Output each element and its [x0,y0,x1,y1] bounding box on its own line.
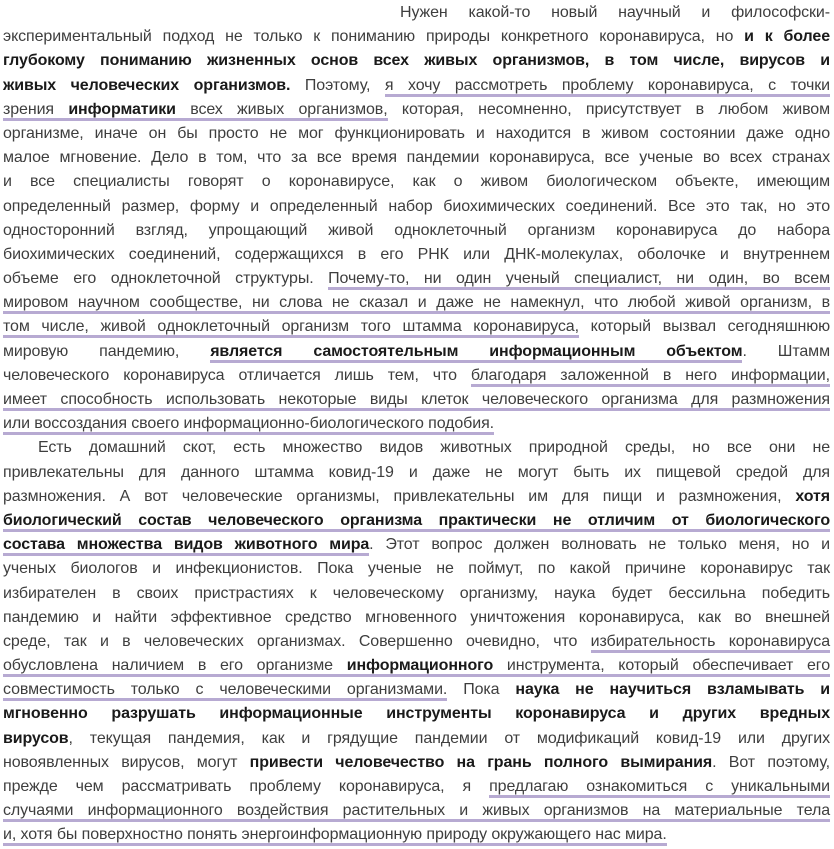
text-segment: Нужен какой-то новый научный и философски- [400,4,830,21]
text-line [3,727,830,751]
text-line [3,654,830,678]
text-segment: привлекательны для данного штамма ковид-19 и даже не могут быть их пищевой средой для [3,463,830,481]
text-line [3,823,830,847]
bold-text-segment: и к более [744,28,831,46]
text-line [3,364,830,388]
text-line [3,315,830,339]
underlined-text-segment: имеет способность использовать некоторые виды клеток человеческого организма для размножения [3,391,830,411]
text-line [3,243,830,267]
paragraph-2 [3,436,830,847]
bold-underlined-text-segment: состава множества видов животного мира [3,536,369,556]
text-segment: Пока [447,681,516,699]
bold-underlined-text-segment: является самостоятельным информационным объектом [210,343,742,363]
text-segment: организме, иначе он бы просто не мог функционировать и находится в живом состоянии даже одно [3,124,830,142]
underlined-text-segment: том числе, живой одноклеточный организм того штамма коронавируса, [3,318,579,338]
text-segment: которая, несомненно, присутствует в любом живом [387,100,830,118]
text-segment: избирателен в своих пристрастиях к человеческому организму, наука будет бессильна победить [3,584,830,602]
text-segment: . Штамм [742,342,830,360]
underlined-text-segment: предлагаю ознакомиться с уникальными [489,778,830,798]
text-line [3,170,830,194]
underlined-text-segment: случаями информационного воздействия растительных и живых организмов на материальные тела [3,802,830,822]
text-line [3,582,830,606]
bold-text-segment: привести человечество на грань полного вымирания [249,753,713,771]
text-line [3,751,830,775]
text-segment: односторонний взгляд, упрощающий живой одноклеточный организм коронавируса до набора [3,221,830,239]
bold-text-segment: вирусов [3,729,69,747]
underlined-text-segment: я хочу рассмотреть проблему коронавируса, с точки [385,77,830,97]
text-segment: Есть домашний скот, есть множество видов животных природной среды, но все они не [38,439,830,457]
text-segment: человеческого коронавируса отличается лишь тем, что [3,366,471,384]
text-line [3,533,830,557]
underlined-text-segment: совместимость только с человеческими организмами. [3,681,447,701]
text-line [3,267,830,291]
text-segment: , текущая пандемия, как и грядущие пандемии от модификаций ковид-19 или других [68,729,830,747]
bold-underlined-text-segment: информационного [347,657,493,677]
text-line [3,49,830,73]
text-line [3,702,830,726]
bold-text-segment: живых человеческих организмов. [3,76,291,94]
text-line [3,412,830,436]
text-line [3,98,830,122]
text-line [3,74,830,98]
text-line [3,291,830,315]
underlined-text-segment: мировом научном сообществе, ни слова не сказал и даже не намекнул, что любой живой организм, в [3,294,830,314]
text-segment: экспериментальный подход не только к пониманию природы конкретного коронавируса, но [3,28,745,46]
text-segment: . Этот вопрос должен волновать не только меня, но и [369,536,830,554]
text-line [3,630,830,654]
text-segment: биохимических соединений, содержащихся в его РНК или ДНК-молекулах, оболочке и внутреннем [3,245,830,263]
text-line [3,122,830,146]
text-line [3,146,830,170]
underlined-text-segment: благодаря заложенной в него информации, [471,367,830,387]
text-line [3,557,830,581]
text-line [3,799,830,823]
underlined-text-segment: или воссоздания своего информационно-биологического подобия. [3,415,494,435]
bold-text-segment: наука не научиться взламывать и [515,681,830,699]
text-segment: Поэтому, [290,76,385,94]
text-segment: объеме его одноклеточной структуры. [3,270,329,288]
text-segment: среде, так и в человеческих организмах. Совершенно очевидно, что [3,632,591,650]
text-segment: новоявленных вирусов, могут [3,753,250,771]
underlined-text-segment: избирательность коронавируса [591,633,830,653]
bold-underlined-text-segment: информатики [68,101,176,121]
text-segment: малое мгновение. Дело в том, что за все время пандемии коронавируса, все ученые во всех странах [3,149,830,167]
text-line [3,485,830,509]
text-line [3,25,830,49]
text-segment: прежде чем рассматривать проблему коронавируса, я [3,778,490,795]
text-segment: размножения. А вот человеческие организмы, привлекательны им для пищи и размножения, [3,487,796,505]
bold-text-segment: хотя [795,487,830,505]
text-line [3,606,830,630]
underlined-text-segment: всех живых организмов, [176,101,388,121]
text-line [3,219,830,243]
text-segment: и все специалисты говорят о коронавирусе, как о живом биологическом объекте, имеющим [3,173,830,191]
underlined-text-segment: зрения [3,101,68,121]
text-line [3,509,830,533]
text-segment: определенный размер, форму и определенный набор биохимических соединений. Все это так, но это [3,197,830,215]
underlined-text-segment: инструмента, который обеспечивает его [493,657,830,677]
text-line [3,436,830,460]
text-line [3,1,830,25]
text-line [3,461,830,485]
underlined-text-segment: и, хотя бы поверхностно понять энергоинформационную природу окружающего нас мира. [3,826,667,846]
text-line [3,775,830,799]
text-segment: пандемию и найти эффективное средство мгновенного уничтожения коронавируса, как во внешней [3,608,830,626]
text-segment: который вызвал сегодняшнюю [578,318,830,336]
text-line [3,678,830,702]
text-line [3,340,830,364]
text-segment: ученых биологов и инфекционистов. Пока ученые не поймут, по какой причине коронавирус так [3,560,830,578]
underlined-text-segment: обусловлена наличием в его организме [3,657,347,677]
paragraph-1 [3,1,830,436]
text-segment: мировую пандемию, [3,342,211,360]
bold-text-segment: мгновенно разрушать информационные инструменты коронавируса и других вредных [3,705,830,723]
text-segment: . Вот поэтому, [712,753,830,771]
text-line [3,388,830,412]
text-line [3,195,830,219]
bold-underlined-text-segment: биологический состав человеческого организма практически не отличим от биологического [3,512,830,532]
bold-text-segment: глубокому пониманию жизненных основ всех живых организмов, в том числе, вирусов и [3,52,830,70]
underlined-text-segment: Почему-то, ни один ученый специалист, ни один, во всем [328,270,830,290]
